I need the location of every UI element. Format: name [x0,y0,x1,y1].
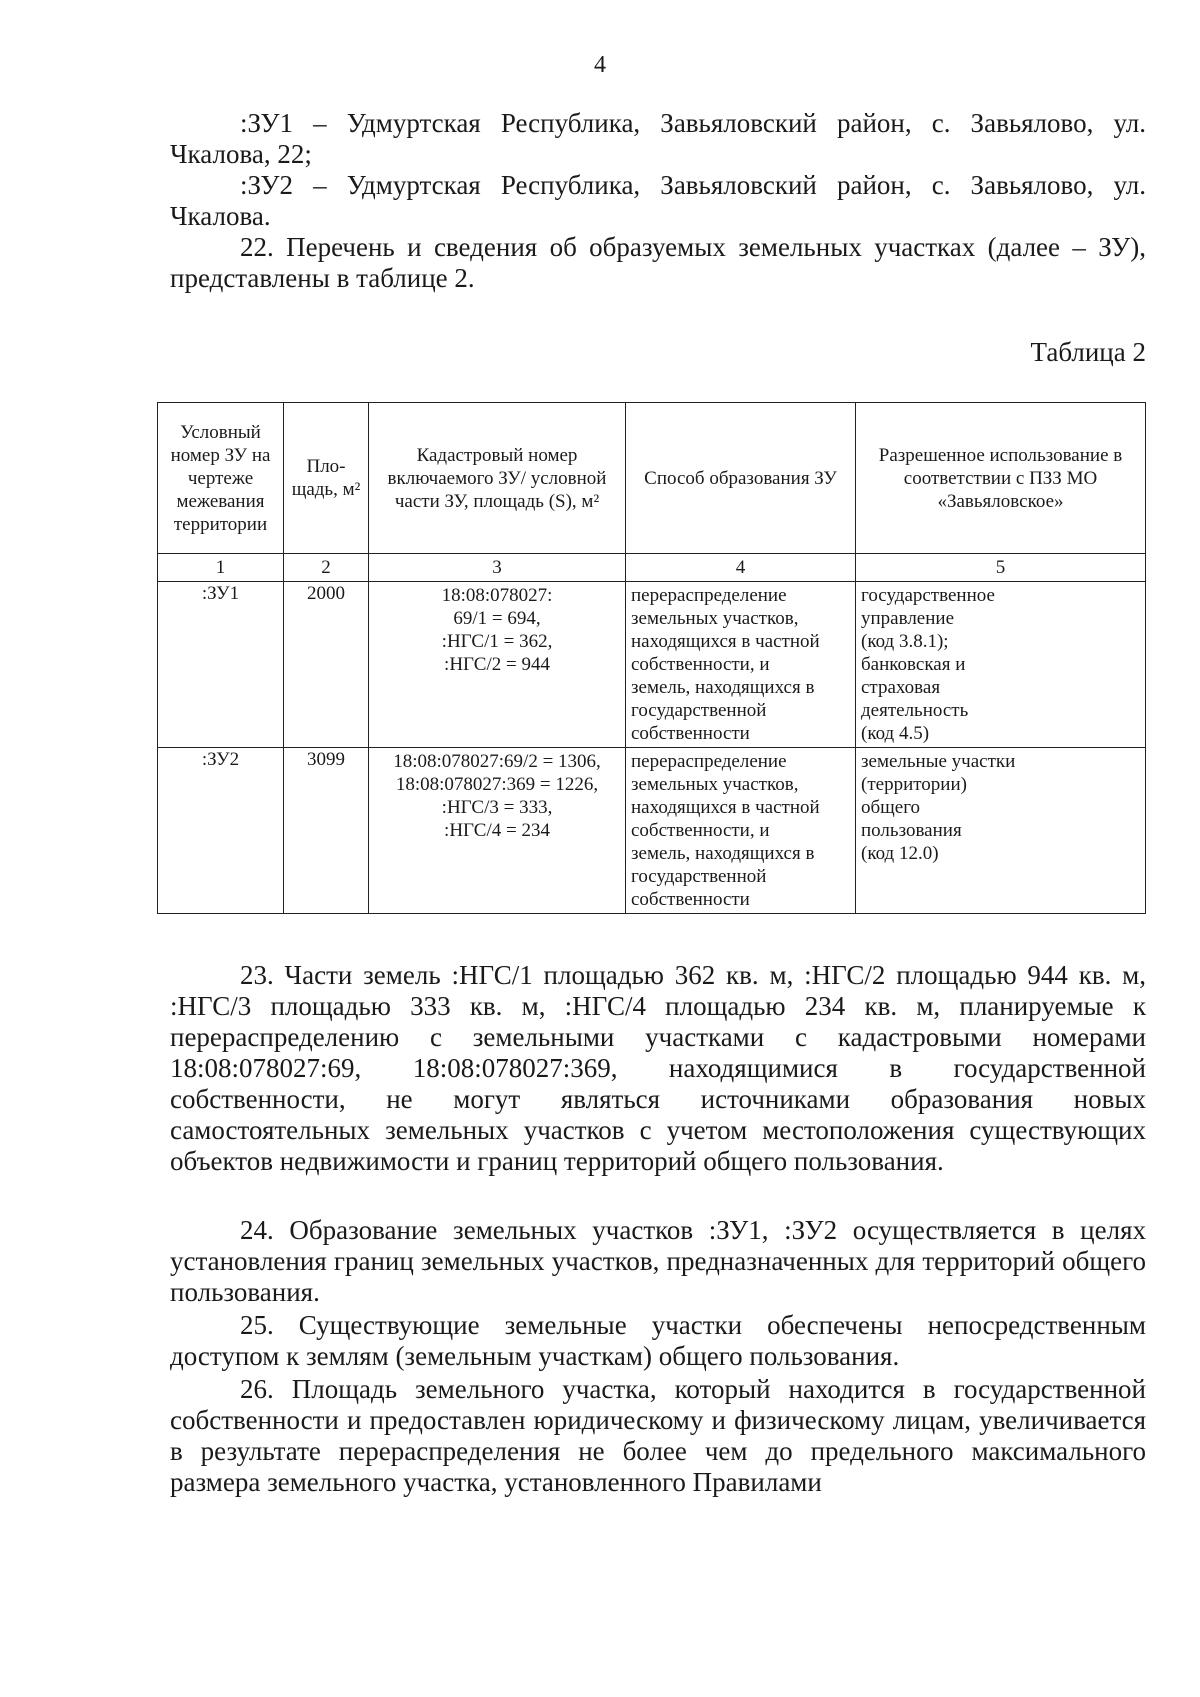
method-line: земель, находящихся в [631,677,815,698]
method-line: государственной [631,866,767,887]
paragraph-26: 26. Площадь земельного участка, который находится в государственной собственности и предоставлен юридическому и физическому лицам, увеличивается в результате перераспределения не более чем до предельного максимального размера земельного участка, установленного Правилами [170,1374,1146,1497]
parcel-cadastral [369,582,626,748]
page-number: 4 [594,52,606,78]
usage-line: земельные участки [861,751,1016,772]
usage-line: (код 4.5) [861,723,930,744]
method-line: перераспределение [631,751,787,772]
column-number: 5 [856,554,1146,582]
usage-line: управление [861,608,955,629]
table-row [158,582,1146,748]
usage-line: общего [861,797,921,818]
paragraph-22: 22. Перечень и сведения об образуемых земельных участках (далее – ЗУ), представлены в таблице 2. [170,232,1146,293]
header-cell: Разрешенное использование в соответствии с ПЗЗ МО «Завьяловское» [856,403,1146,554]
method-line: государственной [631,700,767,721]
usage-line: (код 12.0) [861,843,939,864]
intro-zu2: :ЗУ2 – Удмуртская Республика, Завьяловский район, с. Завьялово, ул. Чкалова. [170,170,1146,231]
parcels-table [157,402,1146,914]
column-number: 3 [369,554,626,582]
method-line: земельных участков, [631,774,799,795]
parcel-method [626,582,856,748]
parcel-id: :ЗУ1 [158,582,284,748]
parcel-id: :ЗУ2 [158,748,284,914]
method-line: перераспределение [631,585,787,606]
cadastral-line: 18:08:078027:69/2 = 1306, [393,751,601,772]
cadastral-line: :НГС/4 = 234 [444,820,550,841]
usage-line: пользования [861,820,962,841]
parcel-cadastral [369,748,626,914]
parcel-area: 3099 [284,748,369,914]
method-line: собственности [631,723,750,744]
usage-line: деятельность [861,700,969,721]
header-cell: Пло-щадь, м² [284,403,369,554]
column-number: 2 [284,554,369,582]
cadastral-line: 18:08:078027: [441,585,553,606]
method-line: собственности [631,889,750,910]
usage-line: государственное [861,585,995,606]
usage-line: страховая [861,677,941,698]
paragraph-25: 25. Существующие земельные участки обеспечены непосредственным доступом к землям (земельным участкам) общего пользования. [170,1310,1146,1371]
cadastral-line: :НГС/2 = 944 [444,654,550,675]
paragraph-23: 23. Части земель :НГС/1 площадью 362 кв. м, :НГС/2 площадью 944 кв. м, :НГС/3 площадью 333 кв. м, :НГС/4 площадью 234 кв. м, планируемые к перераспределению с земельными участками с кадастровыми номерами 18:08:078027:69, 18:08:078027:369, находящимися в государственной собственности, не могут являться источниками образования новых самостоятельных земельных участков с учетом местоположения существующих объектов недвижимости и границ территорий общего пользования. [170,960,1146,1176]
parcel-usage [856,748,1146,914]
method-line: собственности, и [631,654,770,675]
cadastral-line: :НГС/1 = 362, [441,631,553,652]
method-line: земельных участков, [631,608,799,629]
table-caption: Таблица 2 [1030,337,1146,367]
usage-line: (территории) [861,774,967,795]
parcel-area: 2000 [284,582,369,748]
cadastral-line: 18:08:078027:369 = 1226, [395,774,599,795]
usage-line: (код 3.8.1); [861,631,949,652]
header-cell: Способ образования ЗУ [626,403,856,554]
table-column-numbers-row [158,554,1146,582]
parcel-usage [856,582,1146,748]
table-row [158,748,1146,914]
usage-line: банковская и [861,654,966,675]
cadastral-line: :НГС/3 = 333, [441,797,553,818]
paragraph-24: 24. Образование земельных участков :ЗУ1, :ЗУ2 осуществляется в целях установления границ земельных участков, предназначенных для территорий общего пользования. [170,1215,1146,1307]
header-cell: Кадастровый номер включаемого ЗУ/ условной части ЗУ, площадь (S), м² [369,403,626,554]
intro-zu1: :ЗУ1 – Удмуртская Республика, Завьяловский район, с. Завьялово, ул. Чкалова, 22; [170,108,1146,169]
method-line: собственности, и [631,820,770,841]
method-line: находящихся в частной [631,631,820,652]
cadastral-line: 69/1 = 694, [453,608,541,629]
header-cell: Условный номер ЗУ на чертеже межевания территории [158,403,284,554]
column-number: 1 [158,554,284,582]
method-line: находящихся в частной [631,797,820,818]
column-number: 4 [626,554,856,582]
parcel-method [626,748,856,914]
table-header-row [158,403,1146,554]
method-line: земель, находящихся в [631,843,815,864]
